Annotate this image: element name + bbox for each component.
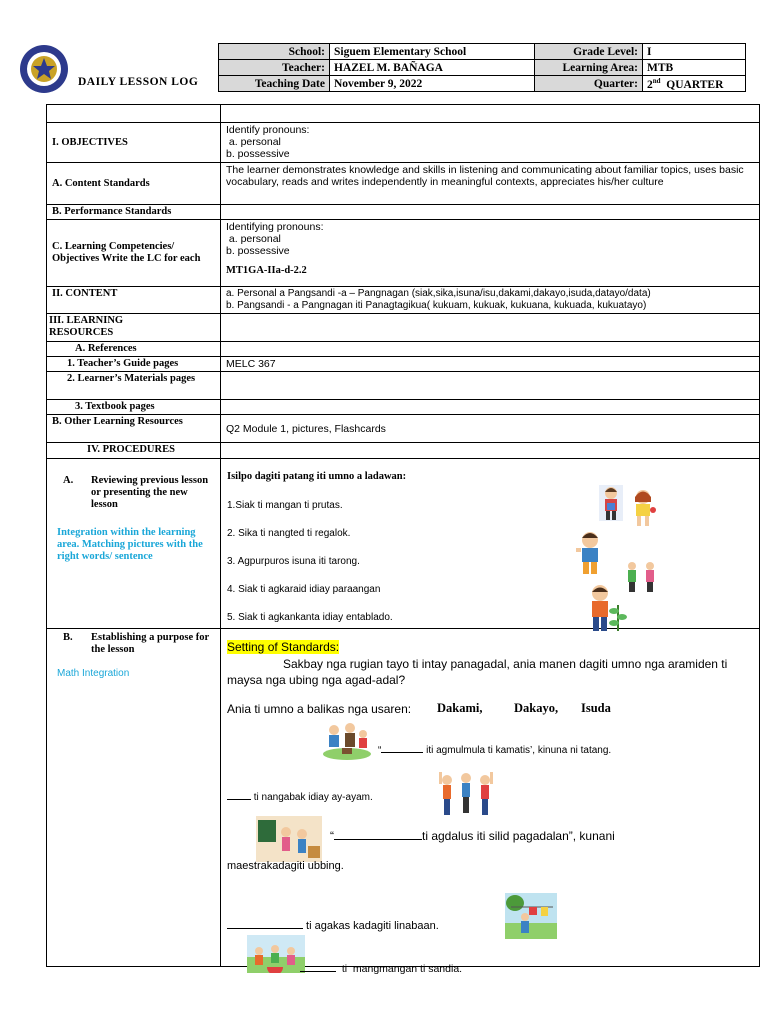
objectives-label: I. OBJECTIVES [47, 123, 221, 163]
performance-standards-label: B. Performance Standards [47, 205, 221, 220]
setting-of-standards: Setting of Standards: [227, 640, 340, 654]
matching-item-2: 2. Sika ti nangted ti regalok. [227, 528, 351, 539]
setting-paragraph: Sakbay nga rugian tayo ti intay panagadal, ania manen dagiti umno nga aramiden ti maysa nga ubing nga agad-adal? [227, 657, 728, 687]
quarter-value: 2nd QUARTER [643, 76, 746, 92]
sentence-3-cont: maestrakadagiti ubbing. [227, 860, 344, 872]
lc-code: MT1GA-IIa-d-2.2 [226, 265, 307, 276]
content-standards-label: A. Content Standards [47, 163, 221, 205]
integration-note: Integration within the learning area. Matching pictures with the right words/ sentence [57, 527, 203, 562]
competencies-label: C. Learning Competencies/ Objectives Write the LC for each [47, 220, 221, 287]
school-label: School: [219, 44, 330, 60]
content-standards-text: The learner demonstrates knowledge and skills in listening and communicating about familiar topics, uses basic vocabulary, reads and writes independently in meaningful contexts, appreciates his/her culture [221, 163, 760, 205]
matching-item-5: 5. Siak ti agkankanta idiay entablado. [227, 612, 393, 623]
word-choice-prompt: Ania ti umno a balikas nga usaren: [227, 702, 412, 716]
kids-laundry-image [505, 893, 557, 939]
picnic-watermelon-image [247, 935, 305, 973]
grade-label: Grade Level: [535, 44, 643, 60]
word-dakami: Dakami, [437, 701, 483, 715]
procedure-b-cell [47, 629, 221, 967]
tb-label: 3. Textbook pages [47, 400, 221, 415]
lm-label: 2. Learner’s Materials pages [47, 372, 221, 400]
competencies-text: Identifying pronouns: a. personal b. possessive MT1GA-IIa-d-2.2 [221, 220, 760, 287]
teacher-label: Teacher: [219, 60, 330, 76]
sentence-5: ti mangmangan ti sandia. [300, 961, 462, 975]
content-label: II. CONTENT [47, 287, 221, 314]
school-value: Siguem Elementary School [330, 44, 535, 60]
procedure-a-content [221, 459, 760, 629]
sentence-2: ti nangabak idiay ay-ayam. [227, 790, 373, 803]
procedure-a-title: A. Reviewing previous lesson or presenting the new lesson [63, 475, 209, 510]
tg-label: 1. Teacher’s Guide pages [47, 357, 221, 372]
matching-heading: Isilpo dagiti patang iti umno a ladawan: [227, 471, 407, 482]
other-resources-label: B. Other Learning Resources [47, 415, 221, 443]
boy-with-plant-image [586, 583, 630, 633]
sentence-1: “ iti agmulmula ti kamatis’, kinuna ni tatang. [378, 745, 612, 756]
classroom-cleaning-image [256, 816, 322, 862]
header-info-table [218, 43, 746, 92]
procedure-b-title: B. Establishing a purpose for the lesson [63, 632, 209, 655]
matching-item-1: 1.Siak ti mangan ti prutas. [227, 500, 343, 511]
tg-text: MELC 367 [221, 357, 760, 372]
boy-waving-image [574, 530, 606, 576]
other-resources-text: Q2 Module 1, pictures, Flashcards [221, 415, 760, 443]
quarter-label: Quarter: [535, 76, 643, 92]
math-integration-note: Math Integration [57, 668, 130, 679]
child-with-gift-image [598, 484, 624, 522]
procedures-label: IV. PROCEDURES [47, 443, 221, 459]
objectives-text: Identify pronouns: a. personal b. possessive [221, 123, 760, 163]
date-value: November 9, 2022 [330, 76, 535, 92]
kids-cheering-image [437, 770, 495, 818]
learning-resources-label: III. LEARNING RESOURCES [47, 314, 221, 342]
sentence-4: ti agakas kadagiti linabaan. [227, 918, 439, 932]
matching-item-4: 4. Siak ti agkaraid idiay paraangan [227, 584, 381, 595]
area-label: Learning Area: [535, 60, 643, 76]
sentence-3: “ ti agdalus iti silid pagadalan”, kunani [330, 829, 615, 843]
word-isuda: Isuda [581, 701, 611, 715]
content-text: a. Personal a Pangsandi -a – Pangnagan (siak,sika,isuna/isu,dakami,dakayo,isuda,datayo/data) b. Pangsandi - a Pangnagan iti Panagtagikua( kukuam, kukuak, kukuana, kukuada, kukuatayo) [221, 287, 760, 314]
daily-lesson-log-title: DAILY LESSON LOG [78, 76, 199, 88]
grade-value: I [643, 44, 746, 60]
word-dakayo: Dakayo, [514, 701, 559, 715]
references-label: A. References [47, 342, 221, 357]
teacher-value: HAZEL M. BAÑAGA [330, 60, 535, 76]
procedure-a-cell [47, 459, 221, 629]
deped-seal-logo [19, 44, 69, 94]
area-value: MTB [643, 60, 746, 76]
date-label: Teaching Date [219, 76, 330, 92]
girl-with-fruit-image [627, 488, 659, 528]
family-planting-image [322, 718, 372, 760]
matching-item-3: 3. Agpurpuros isuna iti tarong. [227, 556, 360, 567]
